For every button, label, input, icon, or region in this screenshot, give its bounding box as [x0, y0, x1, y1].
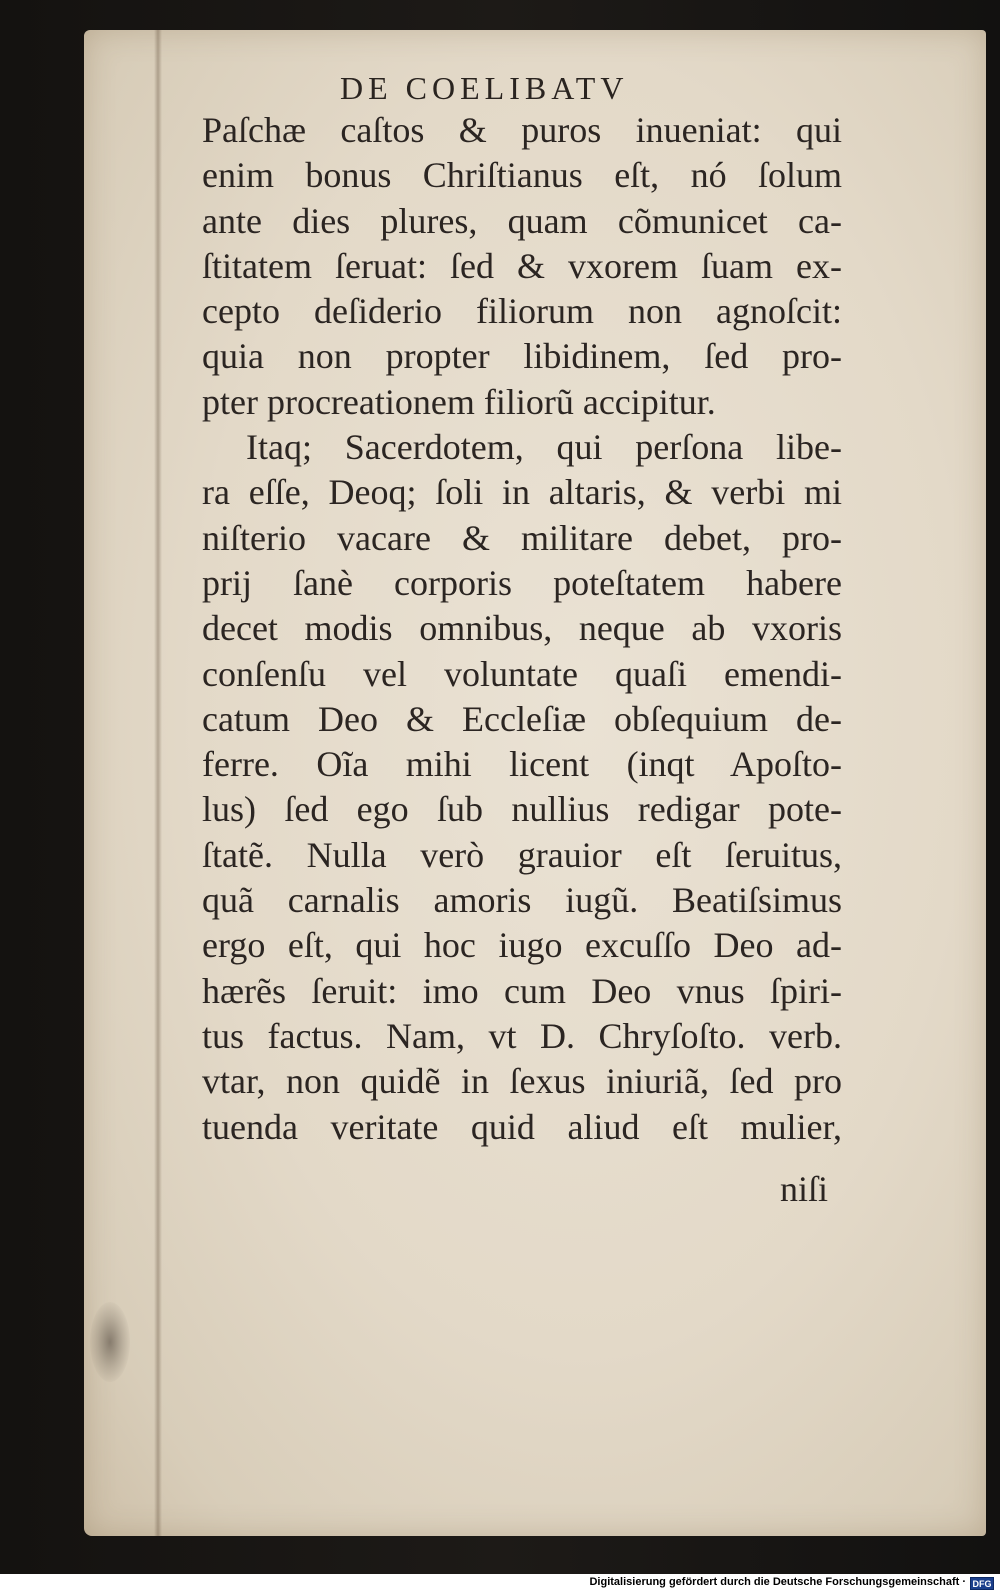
text-line: niſterio vacare & militare debet, pro- — [202, 517, 842, 558]
text-line: ſtatẽ. Nulla verò grauior eſt ſeruitus, — [202, 834, 842, 875]
text-line: ante dies plures, quam cõmunicet ca- — [202, 200, 842, 241]
text-line: ſtitatem ſeruat: ſed & vxorem ſuam ex- — [202, 245, 842, 286]
text-line: ferre. Oĩa mihi licent (inqt Apoſto- — [202, 744, 842, 785]
footer-bar — [0, 1574, 1000, 1594]
text-line: tus factus. Nam, vt D. Chryſoſto. verb. — [202, 1015, 842, 1056]
footer-credit: Digitalisierung gefördert durch die Deutsche Forschungsgemeinschaft · — [589, 1576, 966, 1588]
dfg-logo: DFG — [970, 1577, 994, 1590]
text-line-paragraph-start: Itaq; Sacerdotem, qui perſona libe- — [246, 427, 842, 468]
text-line: Paſchæ caſtos & puros inueniat: qui — [202, 110, 842, 150]
text-line: vtar, non quidẽ in ſexus iniuriã, ſed pro — [202, 1061, 842, 1102]
running-head: DE COELIBATV — [340, 70, 629, 106]
text-line: quia non propter libidinem, ſed pro- — [202, 336, 842, 377]
text-line: hærẽs ſeruit: imo cum Deo vnus ſpiri- — [202, 970, 842, 1011]
text-line: pter procreationem filiorũ accipitur. — [202, 381, 716, 422]
text-line: tuenda veritate quid aliud eſt mulier, — [202, 1106, 842, 1147]
text-line: catum Deo & Eccleſiæ obſequium de- — [202, 698, 842, 739]
catchword: niſi — [780, 1169, 829, 1209]
page-fold-shadow — [154, 30, 162, 1536]
text-line: quã carnalis amoris iugũ. Beatiſsimus — [202, 880, 842, 921]
text-line: ergo eſt, qui hoc iugo excuſſo Deo ad- — [202, 925, 842, 966]
page-stain — [90, 1302, 130, 1382]
text-line: ra eſſe, Deoq; ſoli in altaris, & verbi mi — [202, 472, 842, 513]
text-line: lus) ſed ego ſub nullius redigar pote- — [202, 789, 842, 830]
text-line: conſenſu vel voluntate quaſi emendi- — [202, 653, 842, 694]
body-text — [202, 108, 842, 1150]
text-line: cepto deſiderio filiorum non agnoſcit: — [202, 291, 842, 332]
text-line: enim bonus Chriſtianus eſt, nó ſolum — [202, 155, 842, 196]
text-line: decet modis omnibus, neque ab vxoris — [202, 608, 842, 649]
text-line: prij ſanè corporis poteſtatem habere — [202, 562, 842, 603]
